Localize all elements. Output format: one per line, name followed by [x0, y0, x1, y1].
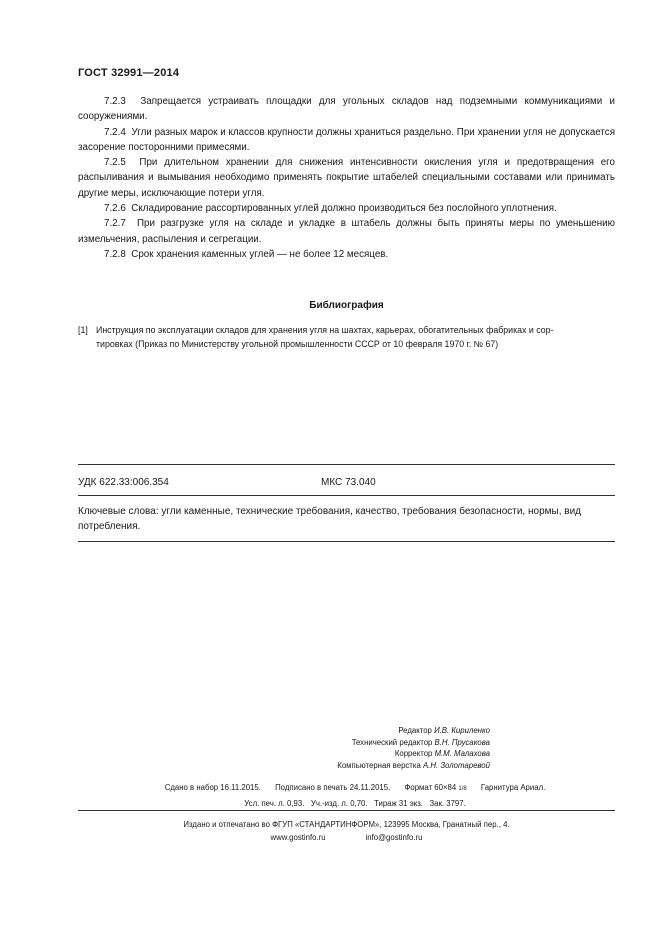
divider	[78, 541, 615, 542]
format-times: ×	[442, 783, 448, 792]
paragraph	[78, 155, 615, 201]
credit-name: И.В. Кириленко	[434, 726, 490, 735]
bibliography-title: Библиография	[309, 300, 384, 311]
paragraph	[78, 247, 615, 262]
order-number: Зак. 3797.	[429, 798, 466, 808]
paragraph-text: Запрещается устраивать площадки для угольных складов над подземными коммуникациями и сооружениями.	[78, 96, 615, 123]
credit-role: Технический редактор	[351, 737, 433, 747]
divider	[78, 495, 615, 496]
paragraph	[78, 94, 615, 125]
publisher-block	[78, 818, 615, 844]
bibliography-item-text-line2: тировках (Приказ по Министерству угольной промышленности СССР от 10 февраля 1970 г. № 67)	[96, 339, 499, 349]
publisher-line: Издано и отпечатано во ФГУП «СТАНДАРТИНФОРМ», 123995 Москва, Гранатный пер., 4.	[183, 820, 510, 829]
credit-role: Корректор	[394, 749, 433, 759]
paragraph-text: Складирование рассортированных углей должно производиться без послойного уплотнения.	[131, 203, 557, 215]
credit-name: М.М. Малахова	[434, 749, 490, 759]
print-sheets: Усл. печ. л. 0,93.	[244, 798, 305, 808]
credit-line	[190, 760, 490, 772]
credit-role: Редактор	[398, 726, 432, 735]
paragraph-number: 7.2.4	[104, 126, 126, 138]
credit-name: А.Н. Золотаревой	[422, 760, 490, 770]
credits-block	[190, 725, 490, 771]
credit-name: В.Н. Прусакова	[434, 737, 490, 747]
publishing-sheets: Уч.-изд. л. 0,70.	[310, 798, 368, 808]
print-info	[120, 781, 590, 811]
credit-line	[190, 725, 490, 737]
credit-line	[190, 748, 490, 760]
paragraph-text: При разгрузке угля на складе и укладке в штабель должны быть приняты меры по уменьшению измельчения, распыления и сегрегации.	[78, 218, 615, 245]
bibliography-item	[78, 323, 615, 351]
paragraph-number: 7.2.7	[104, 218, 126, 230]
print-info-row	[120, 781, 590, 797]
website-link[interactable]: www.gostinfo.ru	[270, 833, 326, 842]
email-link[interactable]: info@gostinfo.ru	[365, 833, 423, 842]
udk-code: УДК 622.33:006.354	[78, 477, 169, 488]
section-7-2-text	[78, 94, 615, 262]
mks-code: МКС 73.040	[321, 477, 376, 488]
credit-line	[190, 737, 490, 749]
paragraph-text: Угли разных марок и классов крупности должны храниться раздельно. При хранении угля не допускается засорение посторонними примесями.	[78, 126, 615, 153]
page-header: ГОСТ 32991—2014	[78, 67, 180, 79]
publisher-contacts	[78, 831, 615, 844]
paragraph-number: 7.2.3	[104, 96, 126, 107]
bibliography-item-number: [1]	[78, 325, 88, 335]
bibliography-item-text-line1: Инструкция по эксплуатации складов для хранения угля на шахтах, карьерах, обогатительных фабриках и сор-	[96, 325, 554, 335]
paragraph-text: При длительном хранении для снижения интенсивности окисления угля и предотвращения его распыливания и вымывания необходимо применять покрытие штабелей специальными составами или принимать другие меры, исключающие потери угля.	[78, 157, 615, 199]
keywords: Ключевые слова: угли каменные, технические требования, качество, требования безопасности, нормы, вид потребления.	[78, 506, 581, 532]
paragraph-number: 7.2.6	[104, 203, 126, 215]
paragraph	[78, 201, 615, 216]
format-fraction: 1/8	[458, 786, 467, 792]
divider	[78, 464, 615, 465]
typeface: Гарнитура Ариал.	[480, 783, 546, 792]
format-value: 84	[447, 783, 457, 792]
print-info-row	[120, 797, 590, 812]
divider	[78, 810, 615, 811]
paragraph-number: 7.2.8	[104, 248, 126, 260]
print-run: Тираж 31 экз.	[374, 798, 423, 808]
submitted-date: Сдано в набор 16.11.2015.	[164, 783, 261, 792]
format-label: Формат 60	[404, 783, 443, 792]
credit-role: Компьютерная верстка	[337, 760, 421, 770]
paragraph	[78, 125, 615, 156]
signed-date: Подписано в печать 24.11.2015.	[275, 783, 391, 792]
paragraph-number: 7.2.5	[104, 157, 126, 169]
paragraph-text: Срок хранения каменных углей — не более 12 месяцев.	[131, 248, 389, 260]
paragraph	[78, 216, 615, 247]
